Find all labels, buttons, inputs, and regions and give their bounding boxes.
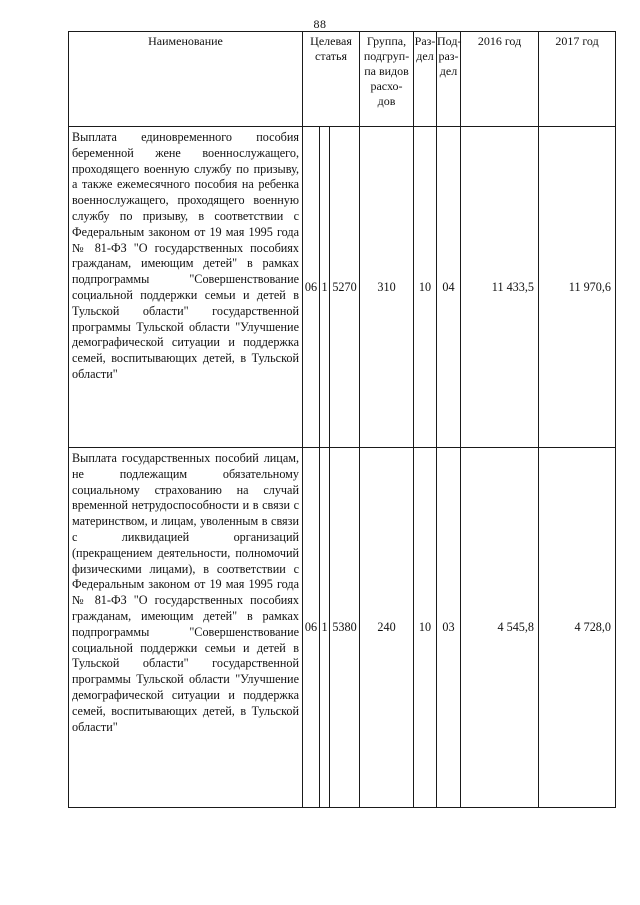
header-subsection: Под- раз- дел bbox=[437, 32, 461, 127]
row-program-code: 06 bbox=[303, 127, 320, 448]
row-name: Выплата единовременного пособия беременной жене военнослужащего, проходящего военную службу по призыву, а также ежемесячного пособия на ребенка военнослужащего, проходящего военную службу по призыву, в соответствии с Федеральным законом от 19 мая 1995 года № 81-ФЗ "О государственных пособиях гражданам, имеющим детей" в рамках подпрограммы "Совершенствование социальной поддержки семьи и детей в Тульской области" государственной программы Тульской области "Улучшение демографической ситуации и поддержка семей, воспитывающих детей, в Тульской области" bbox=[69, 127, 303, 448]
row-expense-group: 310 bbox=[360, 127, 414, 448]
row-subsection: 04 bbox=[437, 127, 461, 448]
table-header-row bbox=[69, 32, 616, 127]
header-target-article: Целевая статья bbox=[303, 32, 360, 127]
row-section: 10 bbox=[414, 127, 437, 448]
page-number: 88 bbox=[313, 17, 327, 31]
header-2017: 2017 год bbox=[539, 32, 616, 127]
header-name: Наименование bbox=[69, 32, 303, 127]
table-row bbox=[69, 127, 616, 448]
row-value-2016: 11 433,5 bbox=[461, 127, 539, 448]
row-item-code: 5270 bbox=[330, 127, 360, 448]
header-section: Раз- дел bbox=[414, 32, 437, 127]
row-value-2016: 4 545,8 bbox=[461, 448, 539, 808]
row-value-2017: 11 970,6 bbox=[539, 127, 616, 448]
row-expense-group: 240 bbox=[360, 448, 414, 808]
row-subprogram-code: 1 bbox=[320, 127, 330, 448]
header-2016: 2016 год bbox=[461, 32, 539, 127]
row-name: Выплата государственных пособий лицам, не подлежащим обязательному социальному страхованию на случай временной нетрудоспособности и в связи с материнством, и лицам, уволенным в связи с ликвидацией организаций (прекращением деятельности, полномочий физическими лицами), в соответствии с Федеральным законом от 19 мая 1995 года № 81-ФЗ "О государственных пособиях гражданам, имеющим детей" в рамках подпрограммы "Совершенствование социальной поддержки семьи и детей в Тульской области" государственной программы Тульской области "Улучшение демографической ситуации и поддержка семей, воспитывающих детей, в Тульской области" bbox=[69, 448, 303, 808]
row-program-code: 06 bbox=[303, 448, 320, 808]
row-value-2017: 4 728,0 bbox=[539, 448, 616, 808]
row-subprogram-code: 1 bbox=[320, 448, 330, 808]
table-row bbox=[69, 448, 616, 808]
row-subsection: 03 bbox=[437, 448, 461, 808]
header-expense-group: Группа, подгруп- па видов расхо- дов bbox=[360, 32, 414, 127]
row-item-code: 5380 bbox=[330, 448, 360, 808]
row-section: 10 bbox=[414, 448, 437, 808]
budget-table bbox=[68, 31, 616, 808]
